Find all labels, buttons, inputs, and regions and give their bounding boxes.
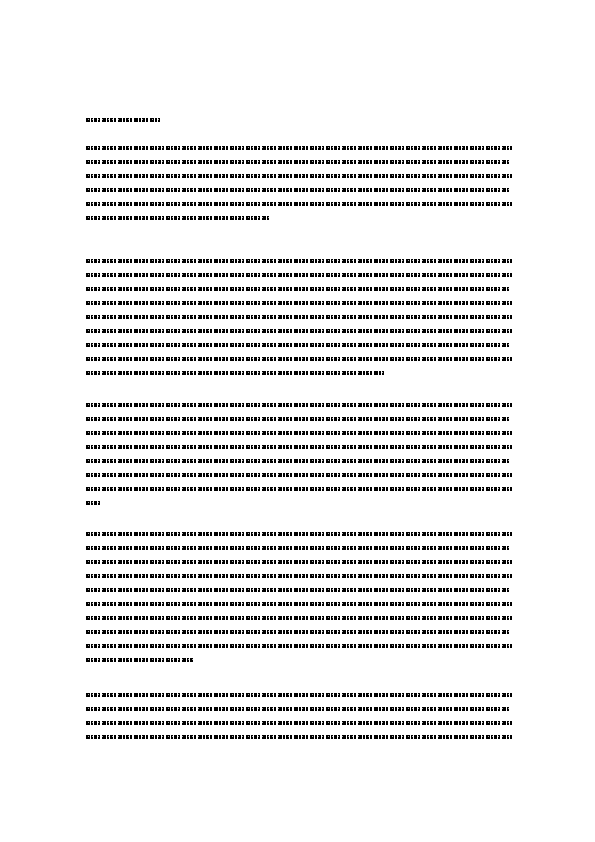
paragraph-4 — [86, 528, 512, 668]
paragraph-line — [86, 598, 512, 612]
paragraph-line — [86, 542, 512, 556]
paragraph-line — [86, 283, 512, 297]
paragraph-line — [86, 483, 512, 497]
paragraph-line — [86, 255, 512, 269]
heading-text-mark — [86, 118, 160, 122]
paragraph-5 — [86, 689, 512, 745]
paragraph-1 — [86, 142, 512, 226]
paragraph-line — [86, 413, 512, 427]
paragraph-line — [86, 325, 512, 339]
paragraph-line — [86, 427, 512, 441]
paragraph-line — [86, 640, 512, 654]
paragraph-3 — [86, 399, 512, 511]
paragraph-line — [86, 703, 512, 717]
paragraph-line — [86, 570, 512, 584]
paragraph-line — [86, 731, 512, 745]
paragraph-line — [86, 269, 512, 283]
paragraph-line — [86, 198, 512, 212]
paragraph-line — [86, 170, 512, 184]
paragraph-line — [86, 399, 512, 413]
paragraph-line — [86, 297, 512, 311]
paragraph-line — [86, 654, 512, 668]
paragraph-line — [86, 367, 512, 381]
paragraph-line — [86, 156, 512, 170]
paragraph-line — [86, 142, 512, 156]
paragraph-2 — [86, 255, 512, 381]
paragraph-line — [86, 353, 512, 367]
paragraph-line — [86, 339, 512, 353]
paragraph-line — [86, 626, 512, 640]
paragraph-line — [86, 455, 512, 469]
paragraph-line — [86, 184, 512, 198]
paragraph-line — [86, 556, 512, 570]
paragraph-line — [86, 528, 512, 542]
paragraph-line — [86, 584, 512, 598]
paragraph-line — [86, 717, 512, 731]
paragraph-line — [86, 311, 512, 325]
paragraph-line — [86, 497, 512, 511]
paragraph-line — [86, 212, 512, 226]
paragraph-line — [86, 612, 512, 626]
paragraph-line — [86, 441, 512, 455]
paragraph-line — [86, 469, 512, 483]
paragraph-line — [86, 689, 512, 703]
